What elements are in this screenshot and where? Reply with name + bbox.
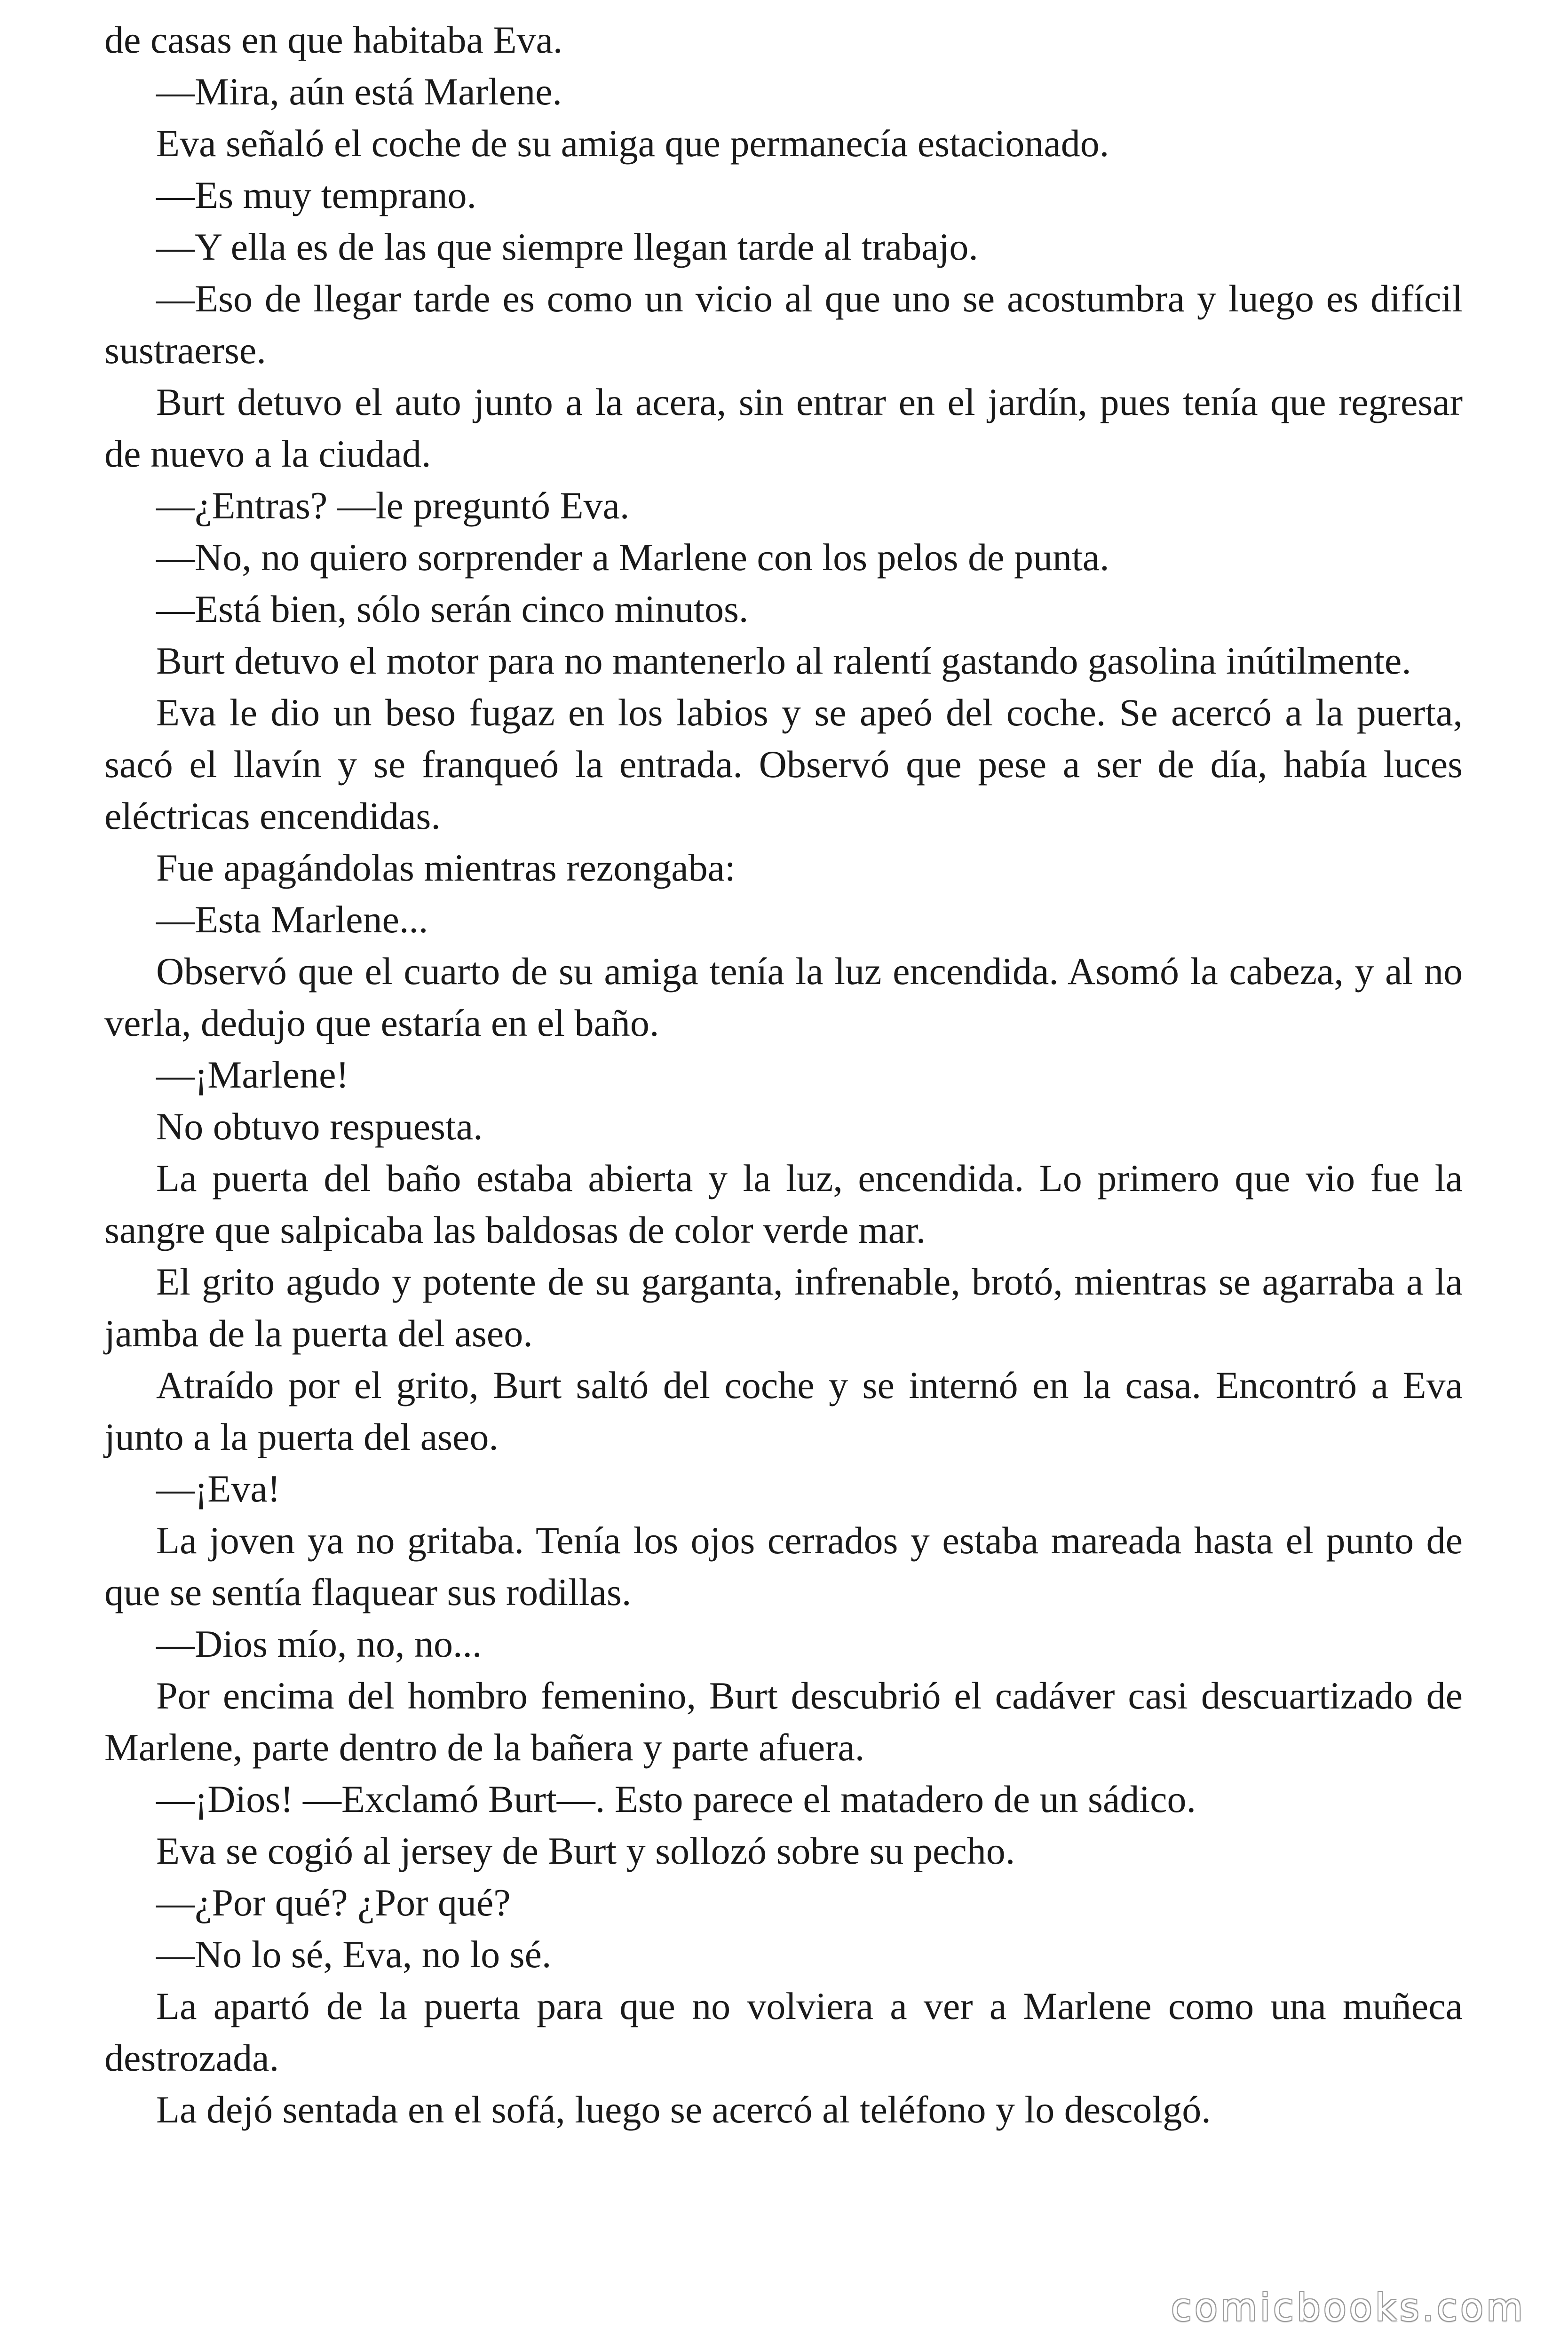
paragraph: —¿Entras? —le preguntó Eva. <box>156 484 630 527</box>
paragraph: La apartó de la puerta para que no volviera a ver a Marlene como una muñeca destrozada. <box>104 1985 1463 2079</box>
paragraph: —Es muy temprano. <box>156 174 476 216</box>
paragraph: —¡Eva! <box>156 1467 281 1510</box>
paragraph: —No, no quiero sorprender a Marlene con los pelos de punta. <box>156 536 1109 579</box>
paragraph: de casas en que habitaba Eva. <box>104 18 563 61</box>
paragraph: Fue apagándolas mientras rezongaba: <box>156 846 736 889</box>
paragraph: —Y ella es de las que siempre llegan tarde al trabajo. <box>156 225 978 268</box>
paragraph: —¿Por qué? ¿Por qué? <box>156 1881 511 1924</box>
paragraph: —Dios mío, no, no... <box>156 1622 482 1665</box>
paragraph: Eva le dio un beso fugaz en los labios y se apeó del coche. Se acercó a la puerta, sacó el llavín y se franqueó la entrada. Observó que pese a ser de día, había luces eléctricas encendidas. <box>104 691 1463 837</box>
paragraph: —¡Marlene! <box>156 1053 349 1096</box>
paragraph: —¡Dios! —Exclamó Burt—. Esto parece el matadero de un sádico. <box>156 1778 1196 1820</box>
paragraph: —Eso de llegar tarde es como un vicio al que uno se acostumbra y luego es difícil sustraerse. <box>104 277 1463 372</box>
paragraph: La joven ya no gritaba. Tenía los ojos cerrados y estaba mareada hasta el punto de que se sentía flaquear sus rodillas. <box>104 1519 1463 1613</box>
paragraph: Burt detuvo el motor para no mantenerlo al ralentí gastando gasolina inútilmente. <box>156 639 1411 682</box>
paragraph: No obtuvo respuesta. <box>156 1105 483 1148</box>
paragraph: Atraído por el grito, Burt saltó del coche y se internó en la casa. Encontró a Eva junto a la puerta del aseo. <box>104 1364 1463 1458</box>
paragraph: —Esta Marlene... <box>156 898 428 941</box>
paragraph: —Mira, aún está Marlene. <box>156 70 562 113</box>
paragraph: La puerta del baño estaba abierta y la luz, encendida. Lo primero que vio fue la sangre que salpicaba las baldosas de color verde mar. <box>104 1157 1463 1251</box>
watermark: comicbooks.com <box>1171 2286 1526 2329</box>
paragraph: Burt detuvo el auto junto a la acera, sin entrar en el jardín, pues tenía que regresar de nuevo a la ciudad. <box>104 381 1463 475</box>
paragraph: —Está bien, sólo serán cinco minutos. <box>156 588 749 630</box>
paragraph: —No lo sé, Eva, no lo sé. <box>156 1933 552 1976</box>
paragraph: Observó que el cuarto de su amiga tenía la luz encendida. Asomó la cabeza, y al no verla, dedujo que estaría en el baño. <box>104 950 1463 1044</box>
paragraph: La dejó sentada en el sofá, luego se acercó al teléfono y lo descolgó. <box>156 2088 1211 2131</box>
paragraph: Eva se cogió al jersey de Burt y sollozó sobre su pecho. <box>156 1829 1015 1872</box>
paragraph: Eva señaló el coche de su amiga que permanecía estacionado. <box>156 122 1109 165</box>
paragraph: El grito agudo y potente de su garganta, infrenable, brotó, mientras se agarraba a la jamba de la puerta del aseo. <box>104 1260 1463 1355</box>
document-page <box>104 14 1463 2136</box>
paragraph: Por encima del hombro femenino, Burt descubrió el cadáver casi descuartizado de Marlene, parte dentro de la bañera y parte afuera. <box>104 1674 1463 1769</box>
